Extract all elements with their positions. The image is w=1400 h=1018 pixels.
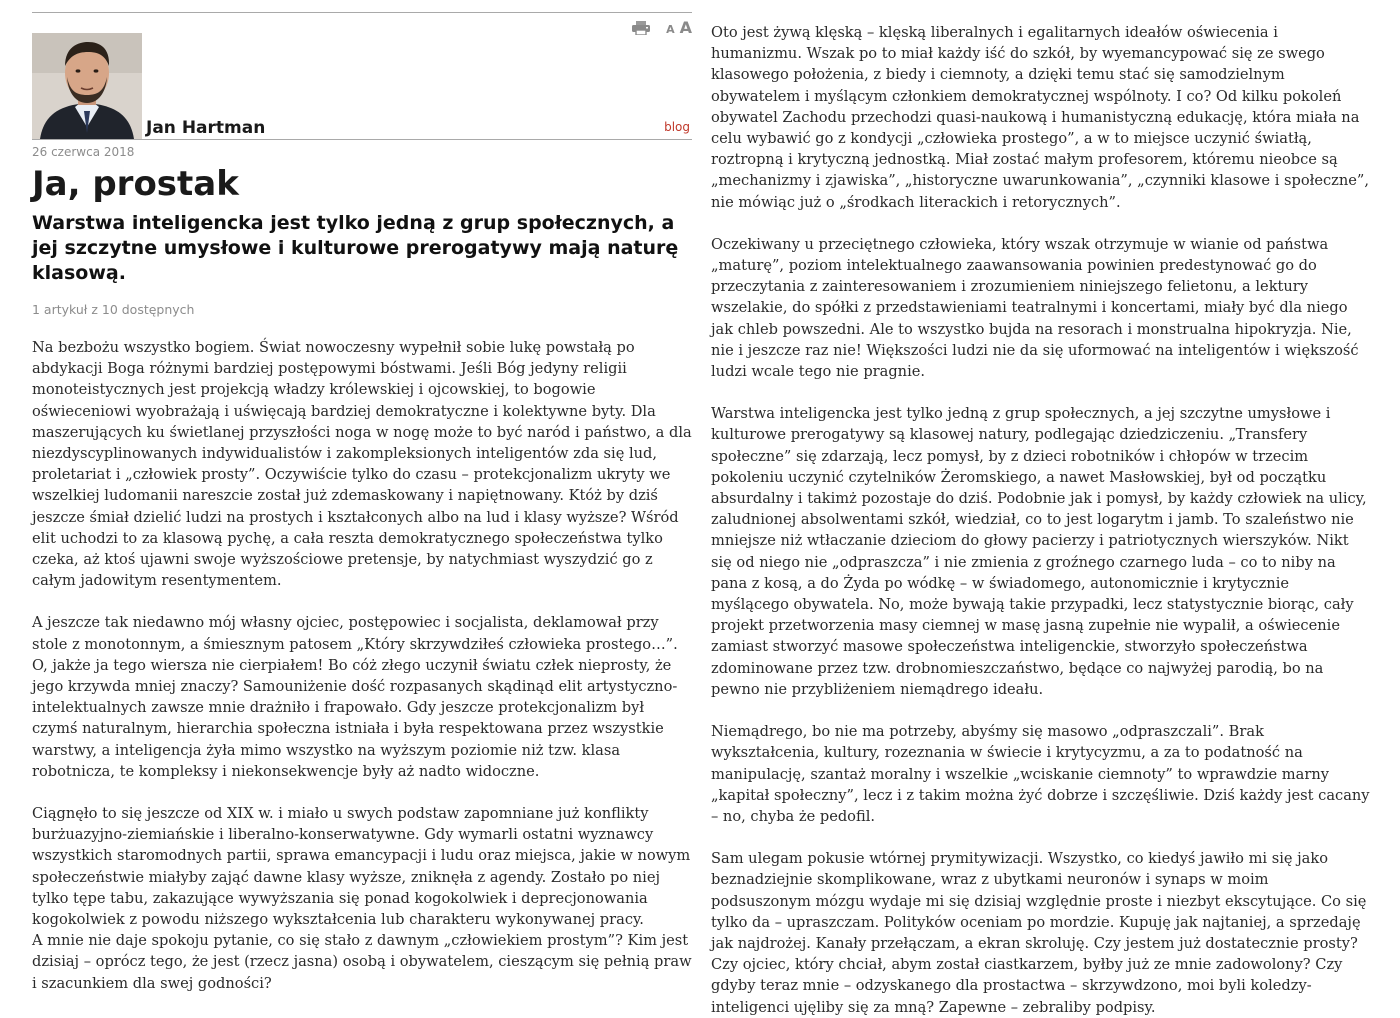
paragraph: A jeszcze tak niedawno mój własny ojciec, postępowiec i socjalista, deklamował przy stole z monotonnym, a śmiesznym patosem „Który skrzywdziłeś człowieka prostego…”. O, jakże ja tego wiersza nie cierpiałem! Bo cóż złego uczynił światu człek nieprosty, że jego krzywda mniej znaczy? Samouniżenie dość rozpasanych skądinąd elit artystyczno-intelektualnych zawsze mnie drażniło i frapowało. Gdy jeszcze protekcjonalizm był czymś naturalnym, hierarchia społeczna istniała i była respektowana przez wszystkie warstwy, a inteligencja żyła mimo wszystko na wyższym poziomie niż tzw. klasa robotnicza, te kompleksy i niekonsekwencje były aż nadto widoczne. (32, 614, 678, 780)
article-date: 26 czerwca 2018 (32, 145, 135, 159)
article-lead: Warstwa inteligencka jest tylko jedną z grup społecznych, a jej szczytne umysłowe i kulturowe prerogatywy mają naturę klasową. (32, 212, 679, 284)
article-main-column (32, 12, 692, 994)
paragraph: Warstwa inteligencka jest tylko jedną z grup społecznych, a jej szczytne umysłowe i kulturowe prerogatywy są klasowej natury, podlegając dziedziczeniu. „Transfery społeczne” się zdarzają, lecz pomysł, by z dzieci robotników i chłopów w trzecim pokoleniu uczynić czytelników Żeromskiego, a nawet Masłowskiej, był od początku absurdalny i takimż pozostaje do dziś. Podobnie jak i pomysł, by każdy człowiek na ulicy, zaludnionej absolwentami szkół, wiedział, co to jest logarytm i jamb. To szaleństwo nie mniejsze niż wtłaczanie dzieciom do głowy pacierzy i patriotycznych wierszyków. Nikt się od niego nie „odpraszcza” i nie zmienia z groźnego czarnego luda – co to niby na pana z kosą, a do Żyda po wódkę – w świadomego, autonomicznie i krytycznie myślącego obywatela. No, może bywają takie przypadki, lecz statystycznie biorąc, cały projekt przetworzenia masy ciemnej w masę jasną zupełnie nie wypalił, a oświecenie zamiast stworzyć masowe społeczeństwa inteligenckie, stworzyło społeczeństwa zdominowane przez tzw. drobnomieszczaństwo, będące co najwyżej parodią, bo na pewno nie przybliżeniem niemądrego ideału. (711, 405, 1367, 698)
author-name[interactable]: Jan Hartman (146, 118, 266, 138)
author-header (32, 13, 692, 140)
article-body-right (711, 22, 1371, 1018)
paragraph: Ciągnęło to się jeszcze od XIX w. i miało u swych podstaw zapomniane już konflikty burżuazyjno-ziemiańskie i liberalno-konserwatywne. Gdy wymarli ostatni wyznawcy wszystkich staromodnych partii, sprawa emancypacji i ludu oraz miejsca, jakie w nowym społeczeństwie miałyby zająć dawne klasy wyższe, zniknęła z agendy. Zostało po niej tylko tępe tabu, zakazujące wywyższania się ponad kogokolwiek i deprecjonowania kogokolwiek z powodu niższego wykształcenia lub charakteru wykonywanej pracy. (32, 805, 691, 929)
article-body-left (32, 337, 692, 994)
paragraph: Sam ulegam pokusie wtórnej prymitywizacji. Wszystko, co kiedyś jawiło mi się jako beznadziejnie skomplikowane, wraz z ubytkami neuronów i synaps w moim podsuszonym mózgu wydaje mi się dzisiaj względnie proste i niezbyt ekscytujące. Co się tylko da – upraszczam. Polityków oceniam po mordzie. Kupuję jak najtaniej, a sprzedaję jak najdrożej. Kanały przełączam, a ekran skroluję. Czy jestem już dostatecznie prosty? Czy ojciec, który chciał, abym został ciastkarzem, byłby już ze mnie zadowolony? Czy gdyby teraz mnie – odzyskanego dla prostactwa – skrzywdzono, moi byli koledzy-inteligenci ujęliby się za mną? Zapewne – zebraliby podpisy. (711, 850, 1367, 1016)
article-counter: 1 artykuł z 10 dostępnych (32, 302, 195, 317)
paragraph: A mnie nie daje spokoju pytanie, co się stało z dawnym „człowiekiem prostym”? Kim jest dzisiaj – oprócz tego, że jest (rzecz jasna) osobą i obywatelem, cieszącym się pełnią praw i szacunkiem dla swej godności? (32, 932, 692, 992)
paragraph: Niemądrego, bo nie ma potrzeby, abyśmy się masowo „odpraszczali”. Brak wykształcenia, kultury, rozeznania w świecie i krytycyzmu, a za to podatność na manipulację, szantaż moralny i wszelkie „wciskanie ciemnoty” to wprawdzie marny „kapitał społeczny”, lecz i z takim można żyć dobrze i szczęśliwie. Dziś każdy jest cacany – no, chyba że pedofil. (711, 723, 1370, 825)
paragraph: Oto jest żywą klęską – klęską liberalnych i egalitarnych ideałów oświecenia i humanizmu. Wszak po to miał każdy iść do szkół, by wyemancypować się ze swego klasowego położenia, z biedy i ciemnoty, a dzięki temu stać się samodzielnym obywatelem i myślącym członkiem demokratycznej wspólnoty. I co? Od kilku pokoleń obywatel Zachodu przechodzi quasi-naukową i humanistyczną edukację, która miała na celu wybawić go z kondycji „człowieka prostego”, a w to miejsce uczynić światłą, roztropną i krytyczną jednostką. Miał zostać małym profesorem, któremu nieobce są „mechanizmy i zjawiska”, „historyczne uwarunkowania”, „czynniki klasowe i społeczne”, nie mówiąc już o „środkach literackich i retorycznych”. (711, 24, 1369, 211)
font-decrease-button[interactable]: A (666, 23, 675, 36)
article-title: Ja, prostak (32, 164, 239, 204)
paragraph: Na bezbożu wszystko bogiem. Świat nowoczesny wypełnił sobie lukę powstałą po abdykacji Boga różnymi bardziej postępowymi bóstwami. Jeśli Bóg jedyny religii monoteistycznych jest projekcją władzy królewskiej i ojcowskiej, to bogowie oświeceniowi wyobrażają i uświęcają bardziej demokratyczne i kolektywne byty. Dla maszerujących ku świetlanej przyszłości noga w nogę może to być naród i państwo, a dla niezdyscyplinowanych indywidualistów i zakompleksionych inteligentów zda się lud, proletariat i „człowiek prosty”. Oczywiście tylko do czasu – protekcjonalizm ukryty we wszelkiej ludomanii nareszcie został już zdemaskowany i napiętnowany. Któż by dziś jeszcze śmiał dzielić ludzi na prostych i kształconych albo na lud i klasy wyższe? Wśród elit uchodzi to za klasową pychę, a cała reszta demokratycznego społeczeństwa tylko czeka, aż ktoś ujawni swoje wyższościowe pretensje, by natychmiast wyszydzić go z całym jadowitym resentymentem. (32, 339, 692, 590)
font-increase-button[interactable]: A (679, 18, 692, 37)
paragraph: Oczekiwany u przeciętnego człowieka, który wszak otrzymuje w wianie od państwa „maturę”, poziom intelektualnego zaawansowania powinien predestynować go do przeczytania z zainteresowaniem i zrozumieniem niniejszego felietonu, a lektury wszelakie, do spółki z przedstawieniami teatralnymi i koncertami, miały być dla niego jak chleb powszedni. Ale to wszystko bujda na resorach i monstrualna hipokryzja. Nie, nie i jeszcze raz nie! Większości ludzi nie da się uformować na inteligentów i większość ludzi wcale tego nie pragnie. (711, 235, 1359, 381)
author-avatar (32, 33, 142, 139)
blog-link[interactable]: blog (664, 120, 690, 134)
